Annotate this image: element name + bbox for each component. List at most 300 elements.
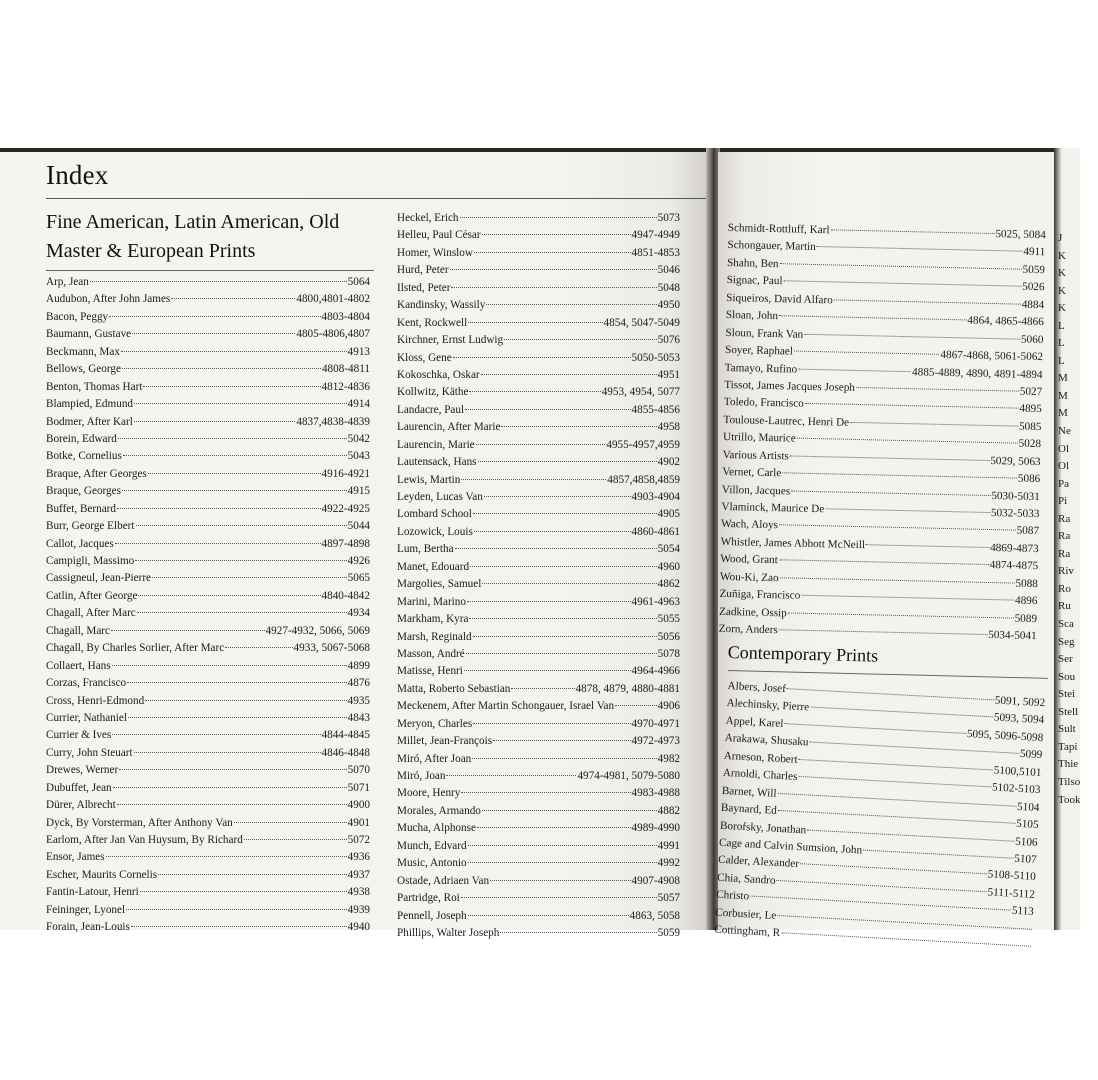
dot-leader <box>145 700 346 701</box>
entry-name: Sloun, Frank Van <box>725 326 804 341</box>
index-entry <box>397 419 680 436</box>
entry-name: Various Artists <box>722 448 789 463</box>
entry-name: Matisse, Henri <box>397 665 463 678</box>
entry-name: Utrillo, Maurice <box>722 431 796 445</box>
index-entry <box>46 379 370 396</box>
dot-leader <box>504 339 657 340</box>
dot-leader <box>782 472 1017 478</box>
entry-name: Soyer, Raphael <box>724 344 794 358</box>
entry-name: Sloan, John <box>725 309 779 323</box>
dot-leader <box>111 630 265 631</box>
partial-entry: M <box>1058 389 1068 402</box>
entry-pages: 4982 <box>657 752 680 765</box>
entry-name: Mucha, Alphonse <box>397 822 476 835</box>
entry-name: Collaert, Hans <box>46 659 111 672</box>
entry-pages: 5100,5101 <box>993 764 1042 779</box>
index-entry <box>46 762 370 779</box>
entry-name: Kent, Rockwell <box>397 316 468 329</box>
index-entry <box>46 832 370 849</box>
index-entry <box>46 396 370 413</box>
dot-leader <box>473 723 630 724</box>
entry-pages: 4882 <box>657 804 680 817</box>
entry-pages: 4876 <box>347 677 370 690</box>
entry-name: Albers, Josef <box>727 679 787 696</box>
entry-name: Lozowick, Louis <box>397 525 473 538</box>
partial-entry: Ol <box>1058 442 1069 455</box>
entry-pages: 4903-4904 <box>631 491 680 503</box>
entry-pages: 5104 <box>1016 800 1040 814</box>
index-entry <box>46 570 370 587</box>
index-column-4 <box>714 678 1046 956</box>
entry-name: Wood, Grant <box>720 553 778 567</box>
dot-leader <box>834 299 1021 304</box>
entry-name: Miró, After Joan <box>397 752 472 765</box>
dot-leader <box>467 601 631 602</box>
index-entry <box>46 884 370 901</box>
book-photo <box>0 148 1081 940</box>
entry-pages: 5043 <box>347 450 370 463</box>
dot-leader <box>799 759 993 771</box>
entry-name: Borein, Edward <box>46 432 117 445</box>
entry-pages: 5093, 5094 <box>993 711 1045 727</box>
entry-name: Marsh, Reginald <box>397 630 472 643</box>
entry-name: Millet, Jean-François <box>397 735 493 748</box>
dot-leader <box>468 862 657 863</box>
entry-pages: 4874-4875 <box>989 559 1039 573</box>
entry-pages: 5059 <box>1022 263 1046 277</box>
index-entry <box>397 925 680 942</box>
entry-pages: 5088 <box>1015 577 1038 590</box>
entry-name: Cage and Calvin Sumsion, John <box>718 836 863 857</box>
entry-name: Bellows, George <box>46 363 121 376</box>
entry-name: Villon, Jacques <box>721 483 791 498</box>
entry-name: Signac, Paul <box>726 274 783 288</box>
entry-name: Burr, George Elbert <box>46 520 135 533</box>
entry-name: Calder, Alexander <box>717 854 800 871</box>
entry-pages: 5048 <box>657 281 680 294</box>
dot-leader <box>244 839 347 840</box>
index-entry <box>397 873 680 890</box>
entry-name: Kollwitz, Käthe <box>397 386 469 399</box>
entry-name: Corbusier, Le <box>714 906 777 922</box>
index-entry <box>46 675 370 692</box>
entry-pages: 4884 <box>1021 298 1045 311</box>
entry-pages: 5032-5033 <box>990 507 1040 521</box>
entry-name: Escher, Maurits Cornelis <box>46 868 158 881</box>
entry-name: Toulouse-Lautrec, Henri De <box>723 413 850 429</box>
entry-name: Meryon, Charles <box>397 717 473 730</box>
entry-name: Currier & Ives <box>46 729 112 742</box>
index-entry <box>397 315 680 332</box>
index-entry <box>46 326 370 343</box>
dot-leader <box>474 252 631 253</box>
dot-leader <box>453 357 631 358</box>
partial-entry: Took <box>1058 793 1081 806</box>
index-entry <box>397 803 680 820</box>
entry-name: Laurencin, After Marie <box>397 421 501 434</box>
partial-entry: L <box>1058 319 1065 332</box>
entry-name: Bodmer, After Karl <box>46 415 133 428</box>
index-entry <box>397 367 680 384</box>
index-entry <box>397 785 680 802</box>
entry-pages: 4864, 4865-4866 <box>967 314 1044 329</box>
partial-entry: Sca <box>1058 618 1074 631</box>
entry-pages: 4896 <box>1014 594 1038 608</box>
entry-pages: 4974-4981, 5079-5080 <box>577 770 680 782</box>
dot-leader <box>490 880 630 881</box>
dot-leader <box>117 508 321 509</box>
index-entry <box>397 384 680 401</box>
partial-entry: Pa <box>1058 477 1069 490</box>
entry-pages: 4937 <box>347 868 370 881</box>
dot-leader <box>90 281 347 282</box>
index-entry <box>46 797 370 814</box>
entry-name: Bacon, Peggy <box>46 310 109 323</box>
entry-name: Phillips, Walter Joseph <box>397 926 500 939</box>
dot-leader <box>482 234 631 235</box>
index-entry <box>397 402 680 419</box>
entry-name: Forain, Jean-Louis <box>46 921 130 934</box>
dot-leader <box>788 612 1014 618</box>
partial-entry: Ru <box>1058 600 1071 613</box>
entry-pages: 5072 <box>347 834 370 846</box>
entry-pages: 5102-5103 <box>991 781 1041 797</box>
index-entry <box>397 332 680 349</box>
entry-pages: 4914 <box>347 398 370 411</box>
entry-pages: 5026 <box>1022 281 1045 294</box>
entry-pages: 4905 <box>657 508 680 521</box>
entry-pages: 4951 <box>657 368 680 381</box>
entry-name: Landacre, Paul <box>397 403 465 416</box>
entry-pages: 4983-4988 <box>631 787 680 800</box>
entry-pages: 4933, 5067-5068 <box>293 642 370 655</box>
entry-name: Music, Antonio <box>397 857 467 870</box>
entry-name: Dyck, By Vorsterman, After Anthony Van <box>46 816 233 829</box>
entry-name: Matta, Roberto Sebastian <box>397 682 511 695</box>
index-entry <box>46 501 370 518</box>
dot-leader <box>131 926 347 927</box>
entry-name: Curry, John Steuart <box>46 746 133 759</box>
entry-name: Toledo, Francisco <box>723 396 804 411</box>
entry-name: Ensor, James <box>46 851 105 864</box>
entry-name: Lombard School <box>397 508 472 521</box>
entry-name: Borofsky, Jonathan <box>719 819 807 836</box>
entry-name: Arneson, Robert <box>723 749 798 766</box>
partial-entry: Tapi <box>1058 740 1078 753</box>
entry-pages: 5071 <box>347 781 370 794</box>
dot-leader <box>127 682 346 683</box>
entry-pages: 5085 <box>1018 420 1042 433</box>
dot-leader <box>810 707 993 718</box>
entry-pages: 4812-4836 <box>321 380 370 393</box>
dot-leader <box>468 322 602 323</box>
dot-leader <box>115 543 321 544</box>
index-entry <box>397 716 680 733</box>
partial-entry: K <box>1058 249 1066 262</box>
dot-leader <box>135 560 346 561</box>
index-entry <box>46 309 370 326</box>
next-page-edge <box>1054 148 1080 930</box>
entry-name: Kirchner, Ernst Ludwig <box>397 334 504 347</box>
entry-pages: 4939 <box>347 903 370 916</box>
dot-leader <box>779 315 966 320</box>
entry-name: Audubon, After John James <box>46 293 171 306</box>
dot-leader <box>113 787 347 788</box>
index-column-5-partial <box>1058 230 1098 809</box>
index-entry <box>46 780 370 797</box>
entry-name: Corzas, Francisco <box>46 677 127 690</box>
dot-leader <box>119 769 346 770</box>
dot-leader <box>148 473 321 474</box>
dot-leader <box>481 374 657 375</box>
index-entry <box>397 855 680 872</box>
dot-leader <box>780 263 1022 269</box>
dot-leader <box>132 333 295 334</box>
entry-name: Botke, Cornelius <box>46 450 122 463</box>
partial-entry: Seg <box>1058 635 1075 648</box>
entry-name: Lum, Bertha <box>397 543 454 556</box>
entry-name: Shahn, Ben <box>726 256 779 271</box>
dot-leader <box>779 560 989 566</box>
entry-pages: 4897-4898 <box>321 537 370 550</box>
entry-name: Margolies, Samuel <box>397 578 482 591</box>
partial-entry: Sult <box>1058 723 1076 736</box>
entry-pages: 4800,4801-4802 <box>296 293 370 306</box>
partial-entry: Stell <box>1058 705 1079 718</box>
dot-leader <box>234 822 347 823</box>
index-column-3 <box>719 220 1046 646</box>
entry-pages: 4940 <box>347 921 370 934</box>
entry-pages: 4860-4861 <box>631 525 680 538</box>
dot-leader <box>158 874 347 875</box>
dot-leader <box>122 490 347 491</box>
entry-name: Moore, Henry <box>397 787 461 800</box>
dot-leader <box>784 723 966 734</box>
dot-leader <box>143 386 320 387</box>
dot-leader <box>482 810 657 811</box>
entry-pages: 5055 <box>657 613 680 626</box>
partial-entry: J <box>1058 232 1063 244</box>
dot-leader <box>473 513 657 514</box>
entry-pages: 5056 <box>657 630 680 643</box>
dot-leader <box>122 368 321 369</box>
entry-name: Whistler, James Abbott McNeill <box>720 535 866 552</box>
entry-pages: 5025, 5084 <box>995 228 1046 242</box>
entry-name: Arakawa, Shusaku <box>724 732 809 749</box>
dot-leader <box>112 734 320 735</box>
index-entry <box>397 350 680 367</box>
entry-name: Chagall, After Marc <box>46 607 136 620</box>
entry-pages: 4922-4925 <box>321 502 370 515</box>
dot-leader <box>794 351 940 355</box>
index-entry <box>397 629 680 646</box>
entry-pages: 5054 <box>657 543 680 556</box>
entry-pages: 4935 <box>347 694 370 707</box>
entry-name: Helleu, Paul César <box>397 229 481 242</box>
partial-entry: Stei <box>1058 688 1076 701</box>
entry-name: Miró, Joan <box>397 770 446 782</box>
dot-leader <box>469 391 600 392</box>
entry-name: Appel, Karel <box>725 714 784 730</box>
index-entry <box>46 640 370 657</box>
index-entry <box>397 646 680 663</box>
entry-pages: 5091, 5092 <box>994 694 1046 710</box>
index-column-1 <box>46 274 370 937</box>
dot-leader <box>615 705 657 706</box>
index-entry <box>397 663 680 680</box>
entry-name: Chagall, Marc <box>46 624 110 637</box>
dot-leader <box>801 595 1014 601</box>
entry-pages: 5073 <box>657 212 680 224</box>
entry-name: Braque, Georges <box>46 485 121 498</box>
dot-leader <box>800 864 987 875</box>
partial-entry: Ro <box>1058 582 1071 595</box>
entry-pages: 4805-4806,4807 <box>296 328 370 341</box>
entry-name: Zuñiga, Francisco <box>719 588 801 602</box>
entry-pages: 4926 <box>347 555 370 567</box>
partial-entry: Sou <box>1058 670 1076 683</box>
entry-name: Schmidt-Rottluff, Karl <box>727 221 830 237</box>
index-entry <box>397 280 680 297</box>
index-entry <box>397 611 680 628</box>
index-entry <box>397 820 680 837</box>
entry-pages: 5099 <box>1019 748 1043 762</box>
dot-leader <box>464 670 631 671</box>
entry-pages: 4970-4971 <box>631 717 680 730</box>
partial-entry: M <box>1058 407 1068 420</box>
entry-name: Chagall, By Charles Sorlier, After Marc <box>46 642 225 655</box>
entry-pages: 5044 <box>347 520 370 533</box>
entry-name: Cottingham, R <box>714 923 781 940</box>
index-heading: Index <box>46 160 109 190</box>
entry-pages: 4901 <box>347 816 370 829</box>
entry-name: Baynard, Ed <box>720 801 778 817</box>
entry-pages: 4854, 5047-5049 <box>603 316 680 329</box>
entry-pages: 5086 <box>1017 472 1041 486</box>
dot-leader <box>446 775 576 776</box>
dot-leader <box>805 403 1019 409</box>
dot-leader <box>784 281 1022 287</box>
entry-name: Vernet, Carle <box>722 466 782 480</box>
dot-leader <box>461 792 630 793</box>
index-entry <box>397 437 680 454</box>
left-page <box>0 152 712 939</box>
heading-rule <box>46 198 706 199</box>
index-entry <box>397 524 680 541</box>
index-entry <box>46 448 370 465</box>
dot-leader <box>501 426 656 427</box>
entry-name: Homer, Winslow <box>397 246 473 259</box>
dot-leader <box>450 269 657 270</box>
dot-leader <box>140 891 347 892</box>
entry-pages: 4899 <box>347 659 370 672</box>
index-entry <box>46 536 370 553</box>
dot-leader <box>831 229 995 234</box>
entry-pages: 4992 <box>657 857 680 870</box>
index-entry <box>397 454 680 471</box>
entry-pages: 5030-5031 <box>991 489 1040 503</box>
index-entry <box>46 623 370 640</box>
entry-pages: 5064 <box>347 276 370 288</box>
index-entry <box>46 605 370 622</box>
dot-leader <box>804 333 1020 339</box>
entry-name: Catlin, After George <box>46 589 138 602</box>
entry-name: Kloss, Gene <box>397 351 452 364</box>
entry-pages: 4960 <box>657 560 680 573</box>
entry-pages: 5076 <box>657 334 680 347</box>
entry-name: Zadkine, Ossip <box>718 605 787 620</box>
index-entry <box>46 291 370 308</box>
index-entry <box>397 681 680 698</box>
index-entry <box>397 576 680 593</box>
dot-leader <box>109 316 320 317</box>
dot-leader <box>500 932 656 933</box>
dot-leader <box>225 647 292 648</box>
dot-leader <box>777 880 987 892</box>
entry-pages: 5029, 5063 <box>990 454 1041 468</box>
dot-leader <box>807 829 1014 841</box>
entry-name: Cassigneul, Jean-Pierre <box>46 572 152 585</box>
entry-name: Cross, Henri-Edmond <box>46 694 145 707</box>
entry-pages: 5059 <box>657 926 680 939</box>
entry-pages: 5050-5053 <box>631 351 680 364</box>
index-entry <box>397 751 680 768</box>
entry-pages: 4955-4957,4959 <box>606 438 680 451</box>
section-heading-contemporary-prints: Contemporary Prints <box>727 642 879 666</box>
dot-leader <box>123 455 347 456</box>
entry-name: Campigli, Massimo <box>46 555 135 567</box>
dot-leader <box>134 403 347 404</box>
index-entry <box>46 431 370 448</box>
dot-leader <box>121 351 347 352</box>
index-entry <box>46 414 370 431</box>
entry-name: Wou-Ki, Zao <box>719 570 779 584</box>
index-entry <box>397 472 680 489</box>
dot-leader <box>817 246 1023 252</box>
index-entry <box>46 274 370 291</box>
section-heading-fine-prints: Fine American, Latin American, Old Master & European Prints <box>46 211 340 262</box>
entry-pages: 5105 <box>1015 817 1039 832</box>
dot-leader <box>134 752 321 753</box>
entry-pages: 4902 <box>657 456 680 469</box>
entry-name: Dürer, Albrecht <box>46 799 116 812</box>
index-entry <box>397 506 680 523</box>
entry-name: Arp, Jean <box>46 276 89 288</box>
index-entry <box>397 890 680 907</box>
entry-name: Munch, Edvard <box>397 839 467 852</box>
entry-name: Siqueiros, David Alfaro <box>726 291 833 307</box>
entry-name: Leyden, Lucas Van <box>397 491 483 503</box>
entry-name: Hurd, Peter <box>397 264 449 277</box>
index-entry <box>46 815 370 832</box>
entry-name: Markham, Kyra <box>397 613 469 626</box>
entry-name: Callot, Jacques <box>46 537 114 550</box>
dot-leader <box>779 525 1016 531</box>
index-entry <box>46 361 370 378</box>
entry-pages: 5095, 5096-5098 <box>966 727 1044 745</box>
entry-name: Feininger, Lyonel <box>46 903 126 916</box>
dot-leader <box>117 804 347 805</box>
entry-pages: 4840-4842 <box>321 589 370 602</box>
partial-entry: L <box>1058 337 1065 350</box>
entry-name: Tamayo, Rufino <box>724 361 798 376</box>
entry-pages: 4947-4949 <box>631 229 680 242</box>
index-entry <box>46 588 370 605</box>
entry-pages: 4989-4990 <box>631 822 680 835</box>
entry-name: Earlom, After Jan Van Huysum, By Richard <box>46 834 243 846</box>
dot-leader <box>477 827 631 828</box>
entry-pages: 4964-4966 <box>631 665 680 678</box>
